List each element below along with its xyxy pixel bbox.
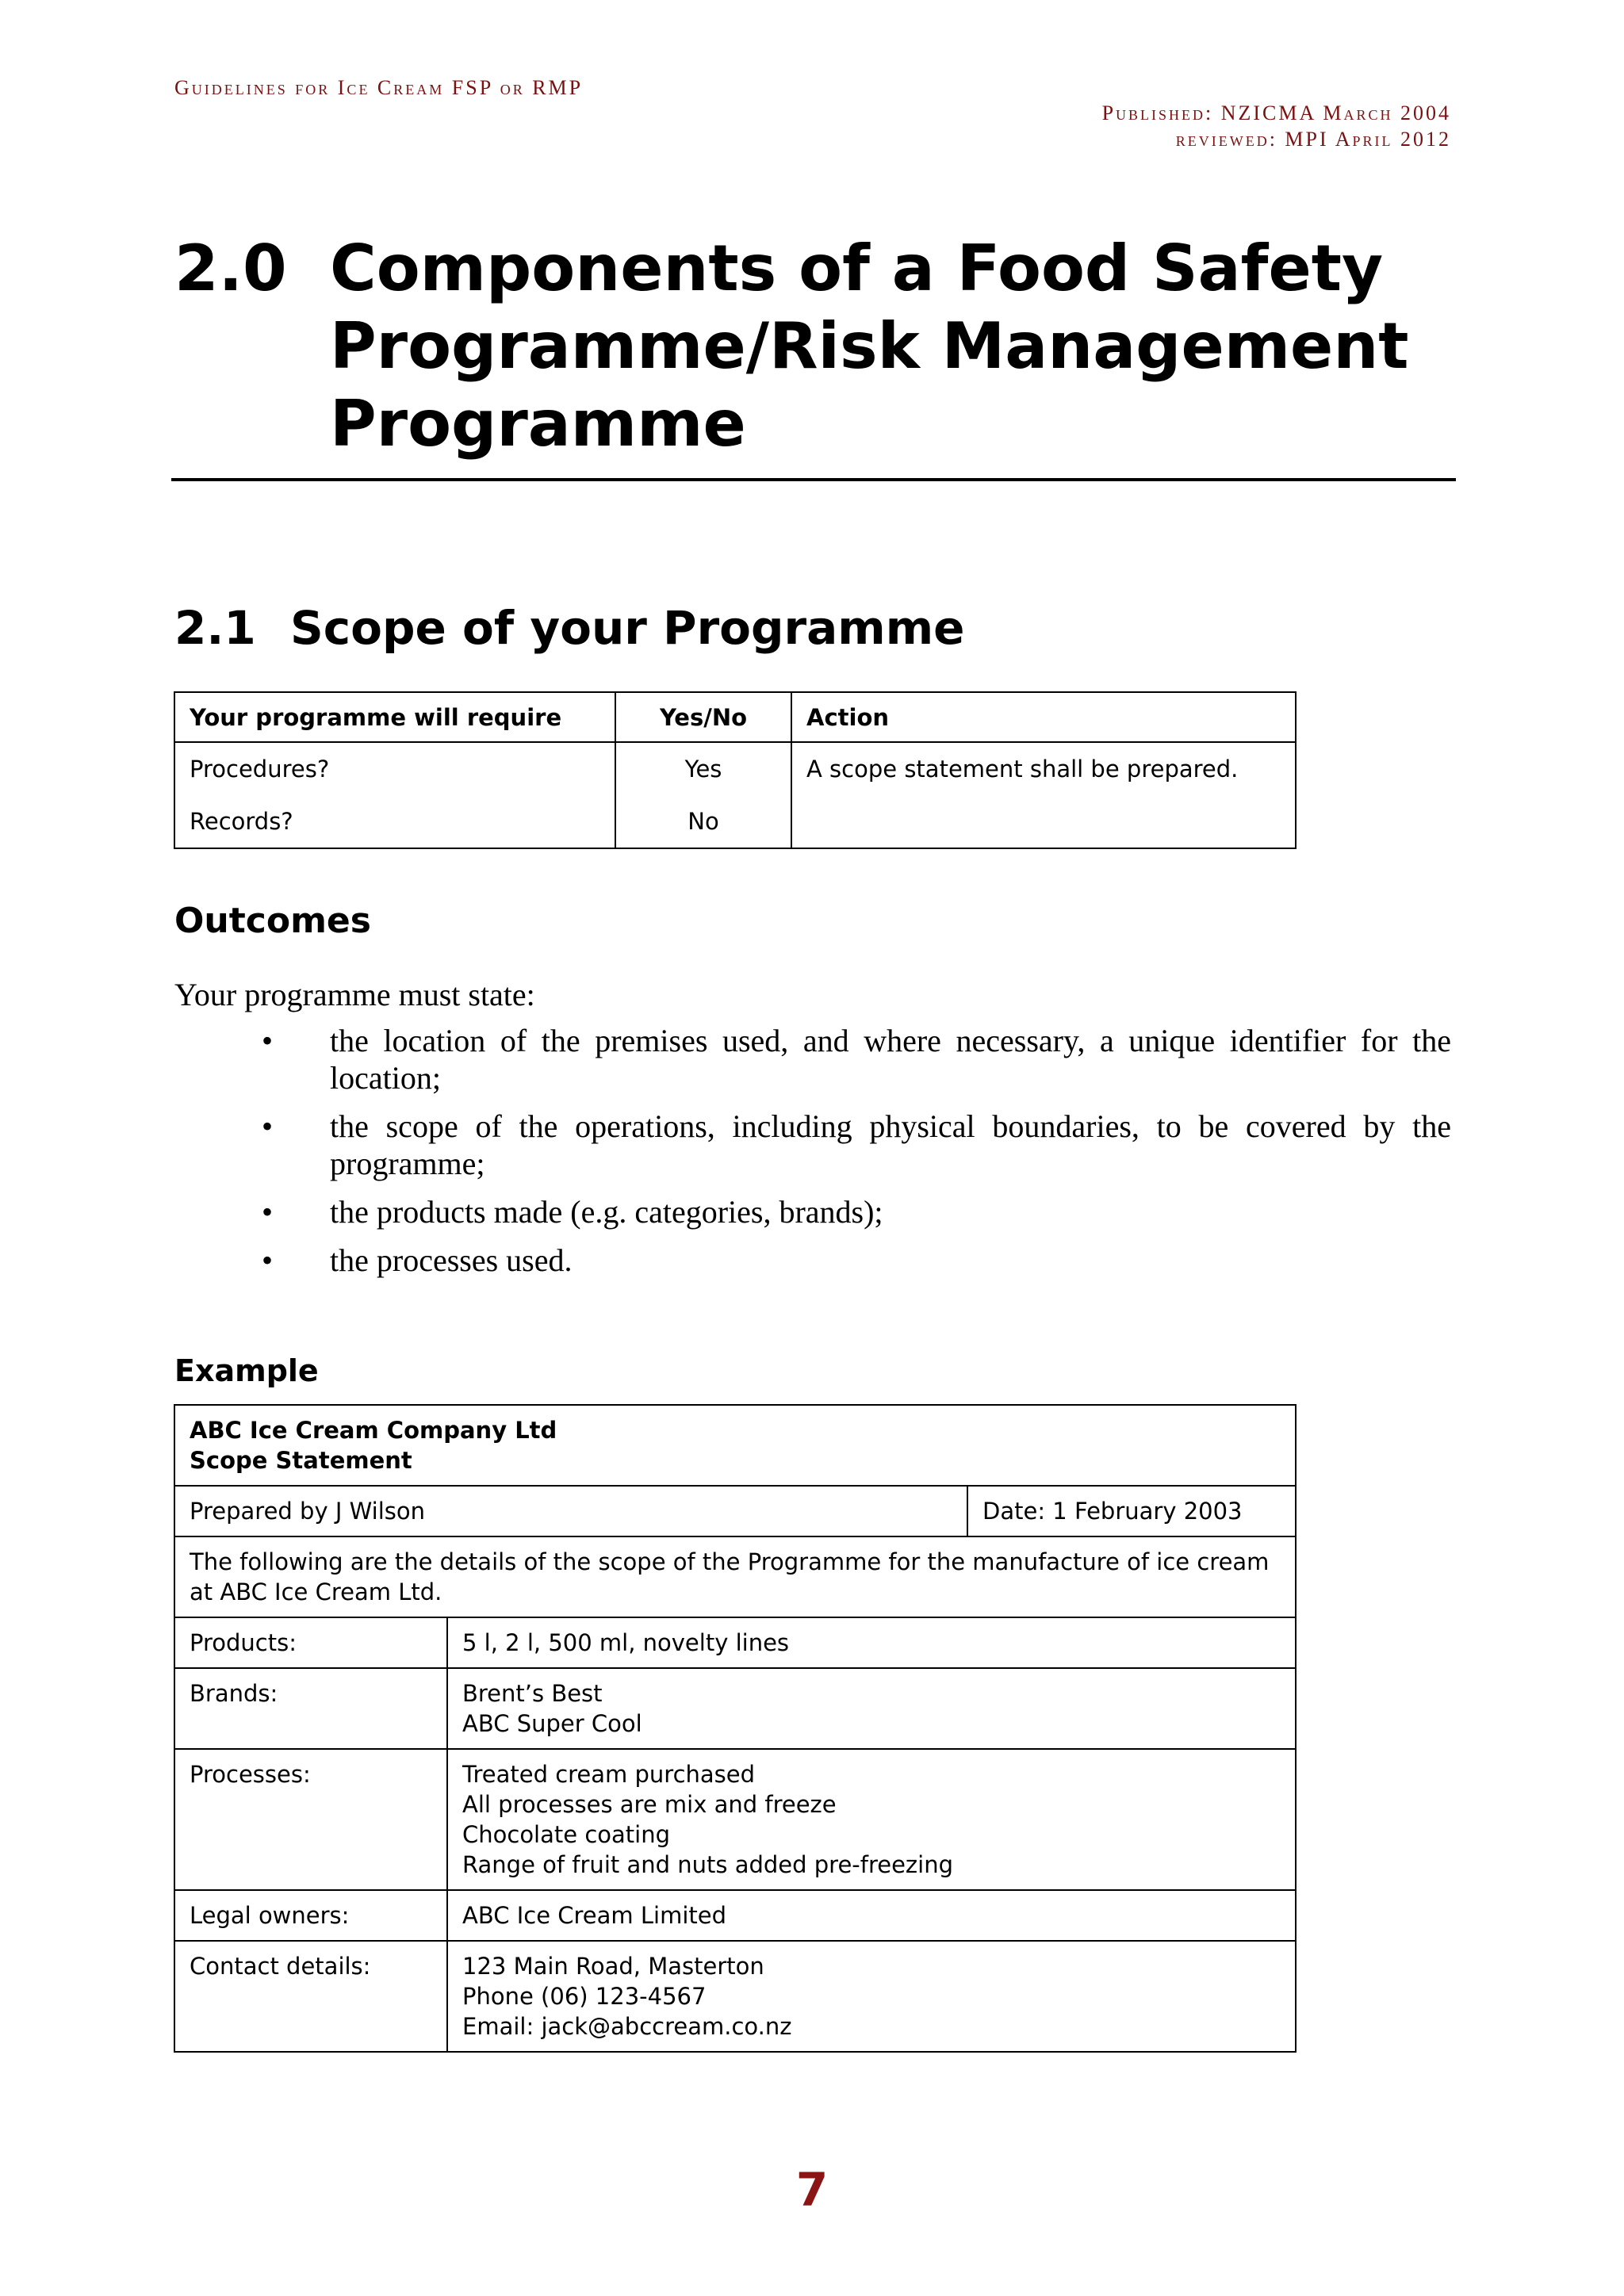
process-line: All processes are mix and freeze (462, 1791, 837, 1818)
column-header: Your programme will require (174, 692, 615, 742)
column-header: Action (791, 692, 1296, 742)
table-row (174, 742, 1296, 848)
section-title-line: Programme (330, 387, 746, 461)
table-cell (615, 742, 791, 848)
subsection-heading (174, 596, 965, 660)
requirement-action: A scope statement shall be prepared. (806, 756, 1239, 783)
process-line: Chocolate coating (462, 1821, 670, 1848)
table-row (174, 1405, 1296, 1486)
table-cell (174, 1405, 1296, 1486)
contact-line: Email: jack@abccream.co.nz (462, 2013, 792, 2040)
table-cell (791, 742, 1296, 848)
company-name: ABC Ice Cream Company Ltd (190, 1417, 557, 1444)
list-item-text: the products made (e.g. categories, brands); (330, 1194, 883, 1230)
running-header-publication (1102, 100, 1451, 152)
subsection-number: 2.1 (174, 601, 256, 655)
list-item (262, 1242, 1451, 1279)
table-row (174, 1749, 1296, 1890)
row-label: Contact details: (174, 1941, 447, 2052)
section-number: 2.0 (174, 232, 287, 305)
example-heading: Example (174, 1353, 319, 1388)
process-line: Treated cream purchased (462, 1761, 756, 1788)
requirement-answer: No (688, 808, 719, 835)
products-value: 5 l, 2 l, 500 ml, novelty lines (447, 1617, 1296, 1668)
section-title-line: Programme/Risk Management (330, 309, 1409, 383)
bullet-icon: • (262, 1023, 274, 1058)
list-item-text: the processes used. (330, 1242, 573, 1278)
processes-value (447, 1749, 1296, 1890)
table-row (174, 1941, 1296, 2052)
requirement-item: Records? (190, 808, 293, 835)
table-row (174, 1486, 1296, 1536)
reviewed-line: reviewed: MPI April 2012 (1175, 128, 1451, 151)
brand-line: Brent’s Best (462, 1680, 603, 1707)
row-label: Products: (174, 1617, 447, 1668)
scope-description: The following are the details of the scope of the Programme for the manufacture of ice cream at ABC Ice Cream Ltd. (174, 1536, 1296, 1617)
brands-value (447, 1668, 1296, 1749)
table-row (174, 1617, 1296, 1668)
contact-line: 123 Main Road, Masterton (462, 1953, 764, 1980)
owners-value: ABC Ice Cream Limited (447, 1890, 1296, 1941)
published-line: Published: NZICMA March 2004 (1101, 101, 1451, 124)
section-title (330, 230, 1459, 463)
contact-line: Phone (06) 123-4567 (462, 1983, 707, 2010)
brand-line: ABC Super Cool (462, 1710, 642, 1737)
list-item-text: the scope of the operations, including physical boundaries, to be covered by the programme; (330, 1108, 1451, 1181)
list-item (262, 1108, 1451, 1182)
outcomes-list (262, 1022, 1451, 1290)
list-item (262, 1022, 1451, 1096)
heading-rule (171, 478, 1456, 481)
bullet-icon: • (262, 1108, 274, 1144)
column-header: Yes/No (615, 692, 791, 742)
table-row (174, 1890, 1296, 1941)
section-heading (174, 230, 1459, 463)
list-item-text: the location of the premises used, and where necessary, a unique identifier for the location; (330, 1023, 1451, 1096)
table-row (174, 1668, 1296, 1749)
statement-date: Date: 1 February 2003 (967, 1486, 1296, 1536)
row-label: Brands: (174, 1668, 447, 1749)
page-number: 7 (795, 2163, 829, 2217)
outcomes-intro: Your programme must state: (174, 977, 535, 1012)
process-line: Range of fruit and nuts added pre-freezing (462, 1851, 953, 1878)
statement-title: Scope Statement (190, 1447, 412, 1474)
list-item (262, 1193, 1451, 1230)
table-row (174, 1536, 1296, 1617)
bullet-icon: • (262, 1242, 274, 1278)
table-cell (174, 742, 615, 848)
requirements-table (174, 691, 1297, 849)
section-title-line: Components of a Food Safety (330, 232, 1384, 305)
row-label: Processes: (174, 1749, 447, 1890)
bullet-icon: • (262, 1194, 274, 1230)
running-header-title: Guidelines for Ice Cream FSP or RMP (174, 76, 584, 99)
prepared-by: Prepared by J Wilson (174, 1486, 967, 1536)
requirement-item: Procedures? (190, 756, 330, 783)
contact-value (447, 1941, 1296, 2052)
scope-statement-table (174, 1404, 1297, 2053)
subsection-title: Scope of your Programme (290, 601, 965, 655)
outcomes-heading: Outcomes (174, 901, 371, 941)
row-label: Legal owners: (174, 1890, 447, 1941)
requirement-answer: Yes (684, 756, 722, 783)
table-header-row (174, 692, 1296, 742)
